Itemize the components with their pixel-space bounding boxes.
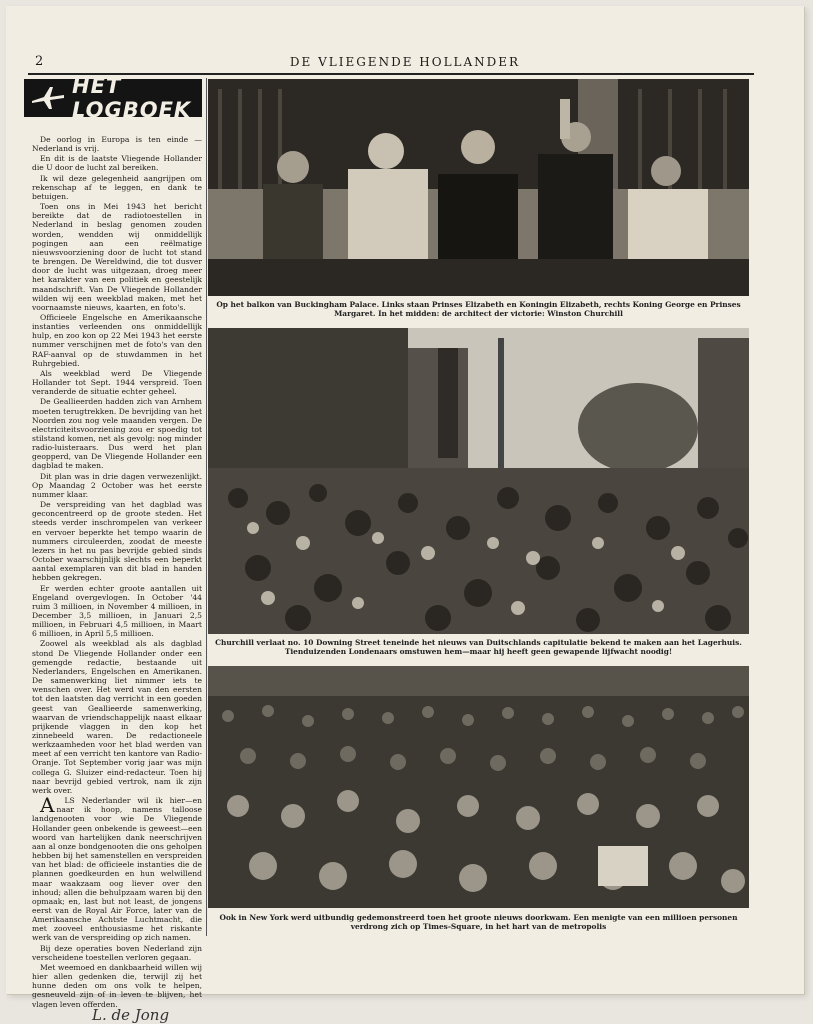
article-paragraph: Zoowel als weekblad als als dagblad stond De Vliegende Hollander onder een gemengde redactie, bestaande uit Nederlanders, Engelschen en Amerikanen. De samenwerking liet nimmer iets te wenschen over. Het werd van den eersten tot den laatsten dag verricht in een goeden geest van Geallieerde samenwerking, waarvan de vriendschappelijk naast elkaar prijkende vlaggen in den kop het zinnebeeld waren. De redactioneele werkzaamheden voor het blad werden van meet af een verricht ten kantore van Radio-Oranje. Tot September vorig jaar was mijn collega G. Sluizer eind-redacteur. Toen hij naar bevrijd gebied vertrok, nam ik zijn werk over. [32,639,202,795]
article-paragraph: Dit plan was in drie dagen verwezenlijkt. Op Maandag 2 October was het eerste nummer klaar. [32,471,202,499]
balcony-caption: Op het balkon van Buckingham Palace. Links staan Prinses Elizabeth en Koningin Elizabeth, rechts Koning George en Prinses Margaret. In het midden: de architect der victorie: Winston Churchill [216,300,741,318]
section-title: HET LOGBOEK [72,74,192,122]
times-square-photo [208,666,749,908]
section-logo [24,74,202,122]
page-number: 2 [35,54,44,69]
column-divider [206,78,207,936]
article-paragraph: De Geallieerden hadden zich van Arnhem moeten terugtrekken. De bevrijding van het Noorden zou nog vele maanden vergen. De electriciteitsvoorziening zou er spoedig tot stilstand komen, net als gevolg: nog minder radio-luisteraars. Dus werd het plan geopperd, van De Vliegende Hollander een dagblad te maken. [32,397,202,471]
article-paragraph: Bij deze operaties boven Nederland zijn verscheidene toestellen verloren gegaan. [32,943,202,962]
article-paragraph: Ik wil deze gelegenheid aangrijpen om rekenschap af te leggen, en dank te betuigen. [32,173,202,201]
newspaper-page [6,6,804,1024]
masthead: DE VLIEGENDE HOLLANDER [289,55,521,69]
article-paragraph: De oorlog in Europa is ten einde — Nederland is vrij. [32,135,202,154]
aircraft-emblem-icon [30,83,66,113]
article-paragraph: Er werden echter groote aantallen uit Engeland overgevlogen. In October '44 ruim 3 millioen, in November 4 millioen, in December 3,5 millioen, in Januari 2,5 millioen, in Februari 4,5 millioen, in Maart 6 millioen, in April 5,5 millioen. [32,583,202,639]
article-column [32,135,202,1024]
article-paragraph: Toen ons in Mei 1943 het bericht bereikte dat de radiotoestellen in Nederland in beslag genomen zouden worden, wendden wij onmiddellijk pogingen aan een reëlmatige nieuwsvoorziening door de lucht tot stand te brengen. De Wereldwind, die tot dusver door de lucht was uitgezaan, droeg meer het karakter van een politiek en geestelijk maandschrift. Van De Vliegende Hollander wilden wij een weekblad maken, met het voornaamste nieuws, kaarten, en foto's. [32,202,202,312]
article-paragraph: ALS Nederlander wil ik hier—en naar ik hoop, namens talloose landgenooten voor wie De Vliegende Hollander geen onbekende is geweest—een woord van hartelijken dank neerschrijven aan al onze bondgenooten die ons geholpen hebben bij het samenstellen en verspreiden van het blad: de officieele instanties die de plannen goedkeurden en hun welwillend maar waakzaam oog liever over den inhoud; allen die behulpzaam waren bij den opmaak; en, last but not least, de jongens eerst van de Royal Air Force, later van de Amerikaansche Achtste Luchtmacht, die met zooveel enthousiasme het riskante werk van de verspreiding op zich namen. [32,793,202,943]
times-square-caption: Ook in New York werd uitbundig gedemonstreerd toen het groote nieuws doorkwam. Een menigte van een millioen personen verdrong zich op Times-Square, in het hart van de metropolis [219,913,738,931]
article-paragraph: Officieele Engelsche en Amerikaansche instanties verleenden ons onmiddellijk hulp, en zoo kon op 22 Mei 1943 het eerste nummer verschijnen met de foto's van den RAF-aanval op de stuwdammen in het Ruhrgebied. [32,312,202,368]
balcony-photo [208,79,749,296]
article-paragraph: En dit is de laatste Vliegende Hollander die U door de lucht zal bereiken. [32,154,202,173]
downing-street-caption: Churchill verlaat no. 10 Downing Street teneinde het nieuws van Duitschlands capitulatie bekend te maken aan het Lagerhuis. Tienduizenden Londenaars omstuwen hem—maar hij heeft geen gewapende lijfwacht noodig! [215,638,742,656]
article-paragraph: De verspreiding van het dagblad was geconcentreerd op de groote steden. Het steeds verder inschrompelen van verkeer en vervoer beperkte het tempo waarin de nummers circuleerden, zoodat de meeste lezers in het nu pas bevrijde gebied sinds October waarschijnlijk slechts een beperkt aantal exemplaren van dit blad in handen hebben gekregen. [32,500,202,583]
article-paragraph: Met weemoed en dankbaarheid willen wij hier allen gedenken die, terwijl zij het hunne deden om ons volk te helpen, gesneuveld zijn of in leven te blijven, het vlagen leven offerden. [32,962,202,1009]
downing-street-photo [208,328,749,634]
article-paragraph: Als weekblad werd De Vliegende Hollander tot Sept. 1944 verspreid. Toen veranderde de situatie echter geheel. [32,368,202,397]
author-signature: L. de Jong [92,1005,170,1024]
